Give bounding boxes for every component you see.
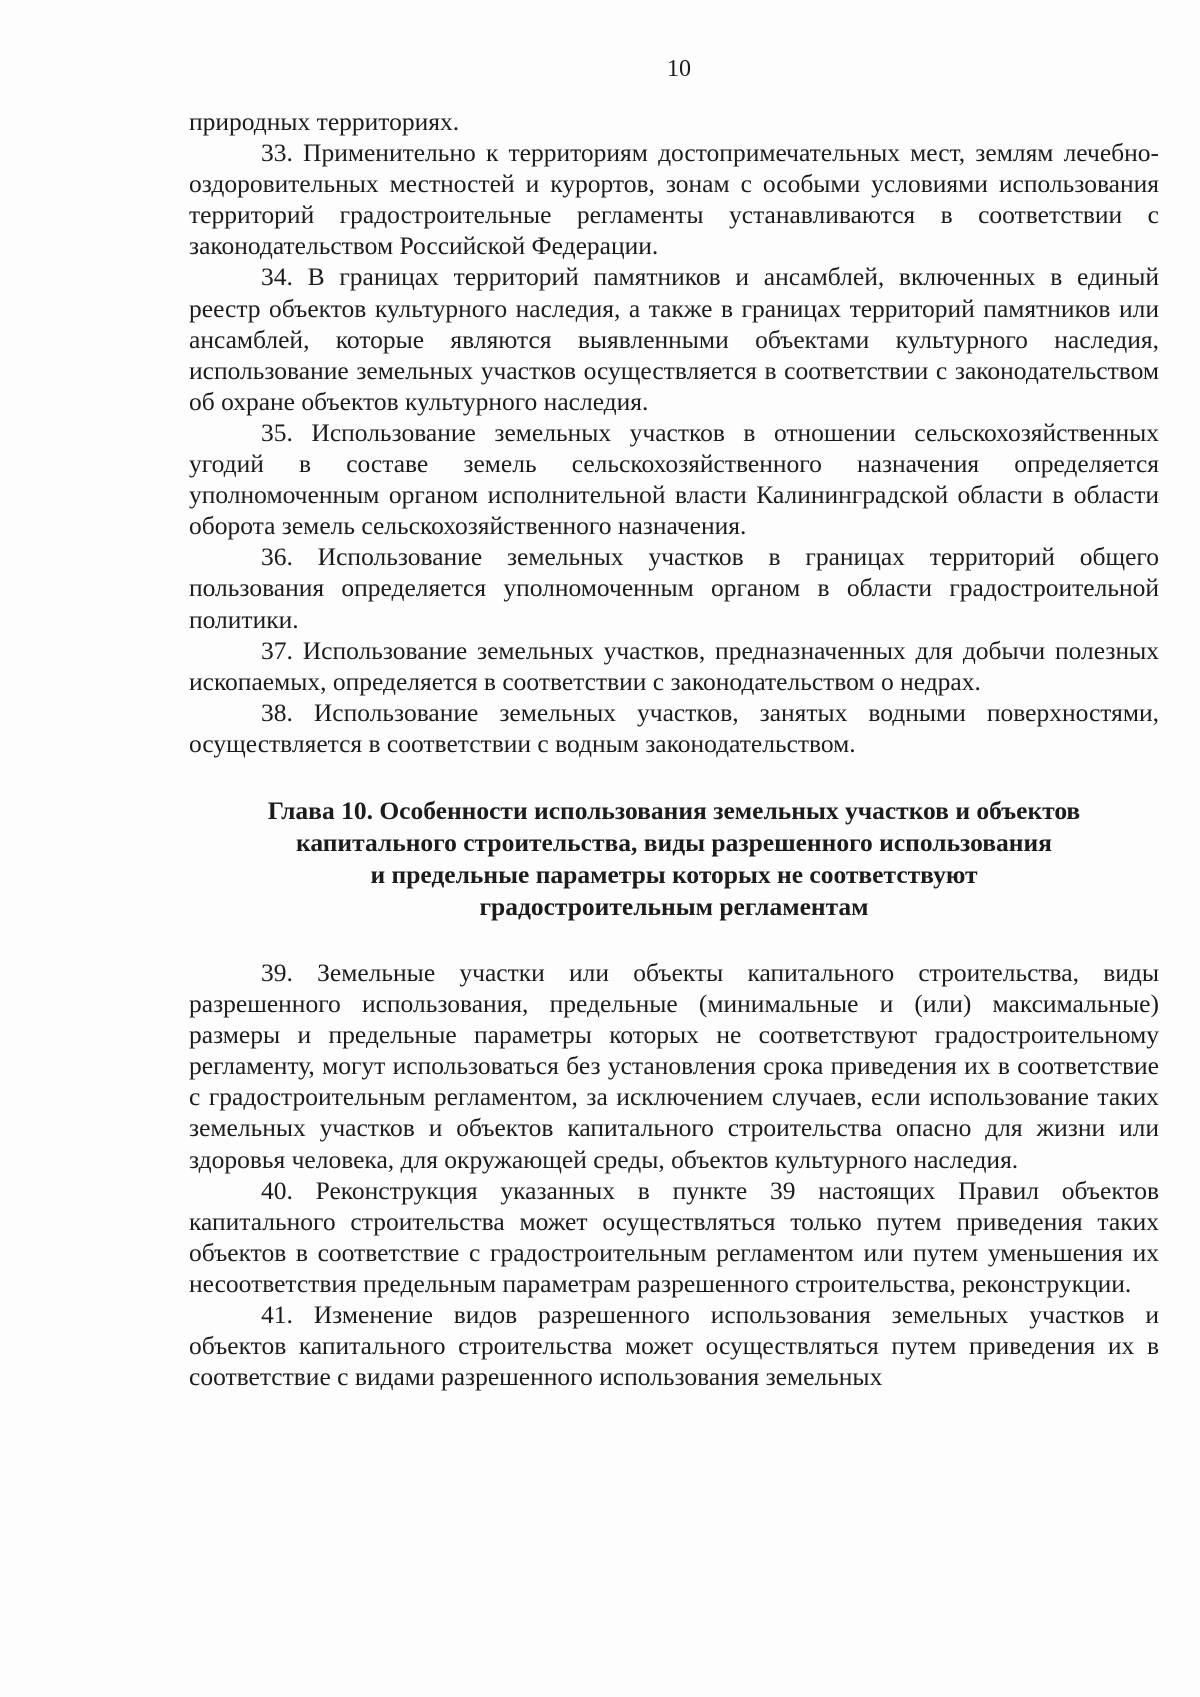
paragraph-34: 34. В границах территорий памятников и ансамблей, включенных в единый реестр объектов культурного наследия, а также в границах территорий памятников или ансамблей, которые являются выявленными объектами культурного наследия, использование земельных участков осуществляется в соответствии с законодательством об охране объектов культурного наследия. (189, 262, 1159, 416)
paragraph-37: 37. Использование земельных участков, предназначенных для добычи полезных ископаемых, определяется в соответствии с законодательством о недрах. (189, 635, 1159, 696)
paragraph-35: 35. Использование земельных участков в отношении сельскохозяйственных угодий в составе земель сельскохозяйственного назначения определяется уполномоченным органом исполнительной власти Калининградской области в области оборота земель сельскохозяйственного назначения. (189, 417, 1159, 541)
page-number: 10 (667, 56, 691, 82)
chapter-heading-line: и предельные параметры которых не соответствуют (370, 859, 978, 889)
document-body (189, 106, 1159, 1392)
paragraph-40: 40. Реконструкция указанных в пункте 39 настоящих Правил объектов капитального строительства может осуществляться только путем приведения таких объектов в соответствие с градостроительным регламентом или путем уменьшения их несоответствия предельным параметрам разрешенного строительства, реконструкции. (189, 1175, 1159, 1298)
chapter-heading-line: градостроительным регламентам (479, 891, 869, 921)
paragraph-continuation: природных территориях. (189, 107, 460, 136)
paragraph-39: 39. Земельные участки или объекты капитального строительства, виды разрешенного использования, предельные (минимальные и (или) максимальные) размеры и предельные параметры которых не соответствуют градостроительному регламенту, могут использоваться без установления срока приведения их в соответствие с градостроительным регламентом, за исключением случаев, если использование таких земельных участков и объектов капитального строительства опасно для жизни или здоровья человека, для окружающей среды, объектов культурного наследия. (189, 957, 1159, 1174)
paragraph-38: 38. Использование земельных участков, занятых водными поверхностями, осуществляется в соответствии с водным законодательством. (189, 697, 1159, 758)
paragraph-33: 33. Применительно к территориям достопримечательных мест, землям лечебно-оздоровительных местностей и курортов, зонам с особыми условиями использования территорий градостроительные регламенты устанавливаются в соответствии с законодательством Российской Федерации. (189, 138, 1159, 261)
paragraph-41: 41. Изменение видов разрешенного использования земельных участков и объектов капитального строительства может осуществляться путем приведения их в соответствие с видами разрешенного использования земельных (189, 1300, 1159, 1392)
paragraph-36: 36. Использование земельных участков в границах территорий общего пользования определяется уполномоченным органом в области градостроительной политики. (189, 542, 1159, 634)
chapter-heading-line: капитального строительства, виды разрешенного использования (296, 827, 1052, 857)
chapter-heading-line: Глава 10. Особенности использования земельных участков и объектов (267, 795, 1081, 825)
chapter-heading (189, 795, 1159, 923)
